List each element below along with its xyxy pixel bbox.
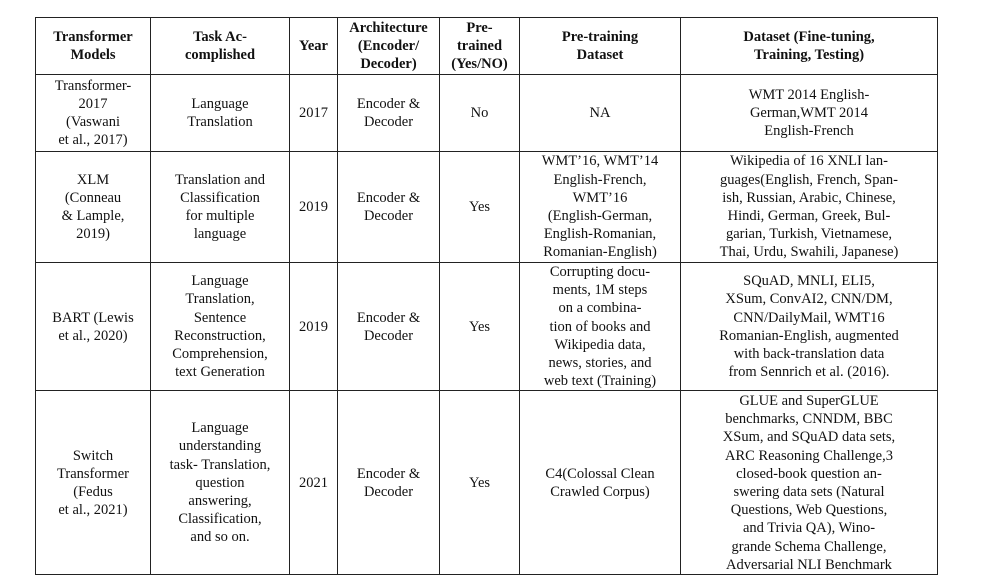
- cell-task: Language Translation, Sentence Reconstruction, Comprehension, text Generation: [151, 263, 290, 391]
- header-pretraining-dataset: Pre-training Dataset: [520, 18, 681, 75]
- cell-model: XLM (Conneau & Lample, 2019): [36, 152, 151, 263]
- cell-pretraining-dataset: NA: [520, 75, 681, 152]
- cell-pretrained: Yes: [440, 391, 520, 575]
- cell-architecture: Encoder & Decoder: [338, 75, 440, 152]
- cell-task: Translation and Classification for multiple language: [151, 152, 290, 263]
- cell-pretraining-dataset: WMT’16, WMT’14 English-French, WMT’16 (English-German, English-Romanian, Romanian-English): [520, 152, 681, 263]
- cell-model: Transformer- 2017 (Vaswani et al., 2017): [36, 75, 151, 152]
- table-row: [36, 152, 938, 263]
- cell-architecture: Encoder & Decoder: [338, 263, 440, 391]
- cell-year: 2021: [290, 391, 338, 575]
- table-row: [36, 75, 938, 152]
- cell-year: 2019: [290, 152, 338, 263]
- cell-year: 2019: [290, 263, 338, 391]
- cell-pretraining-dataset: Corrupting docu- ments, 1M steps on a combina- tion of books and Wikipedia data, news, stories, and web text (Training): [520, 263, 681, 391]
- header-dataset: Dataset (Fine-tuning, Training, Testing): [681, 18, 938, 75]
- cell-pretrained: Yes: [440, 263, 520, 391]
- cell-model: BART (Lewis et al., 2020): [36, 263, 151, 391]
- cell-pretrained: Yes: [440, 152, 520, 263]
- header-year: Year: [290, 18, 338, 75]
- table-row: [36, 263, 938, 391]
- cell-task: Language Translation: [151, 75, 290, 152]
- cell-dataset: WMT 2014 English- German,WMT 2014 English-French: [681, 75, 938, 152]
- cell-architecture: Encoder & Decoder: [338, 152, 440, 263]
- transformer-models-table: [35, 17, 938, 575]
- cell-dataset: Wikipedia of 16 XNLI lan- guages(English, French, Span- ish, Russian, Arabic, Chinese, Hindi, German, Greek, Bul- garian, Turkish, Vietnamese, Thai, Urdu, Swahili, Japanese): [681, 152, 938, 263]
- header-pretrained: Pre- trained (Yes/NO): [440, 18, 520, 75]
- cell-task: Language understanding task- Translation, question answering, Classification, and so on.: [151, 391, 290, 575]
- cell-dataset: SQuAD, MNLI, ELI5, XSum, ConvAI2, CNN/DM, CNN/DailyMail, WMT16 Romanian-English, augmented with back-translation data from Sennrich et al. (2016).: [681, 263, 938, 391]
- cell-architecture: Encoder & Decoder: [338, 391, 440, 575]
- cell-pretrained: No: [440, 75, 520, 152]
- cell-dataset: GLUE and SuperGLUE benchmarks, CNNDM, BBC XSum, and SQuAD data sets, ARC Reasoning Challenge,3 closed-book question an- swering data sets (Natural Questions, Web Questions, and Trivia QA), Wino- grande Schema Challenge, Adversarial NLI Benchmark: [681, 391, 938, 575]
- header-row: [36, 18, 938, 75]
- cell-year: 2017: [290, 75, 338, 152]
- cell-model: Switch Transformer (Fedus et al., 2021): [36, 391, 151, 575]
- header-models: Transformer Models: [36, 18, 151, 75]
- cell-pretraining-dataset: C4(Colossal Clean Crawled Corpus): [520, 391, 681, 575]
- table-row: [36, 391, 938, 575]
- header-architecture: Architecture (Encoder/ Decoder): [338, 18, 440, 75]
- header-task: Task Ac- complished: [151, 18, 290, 75]
